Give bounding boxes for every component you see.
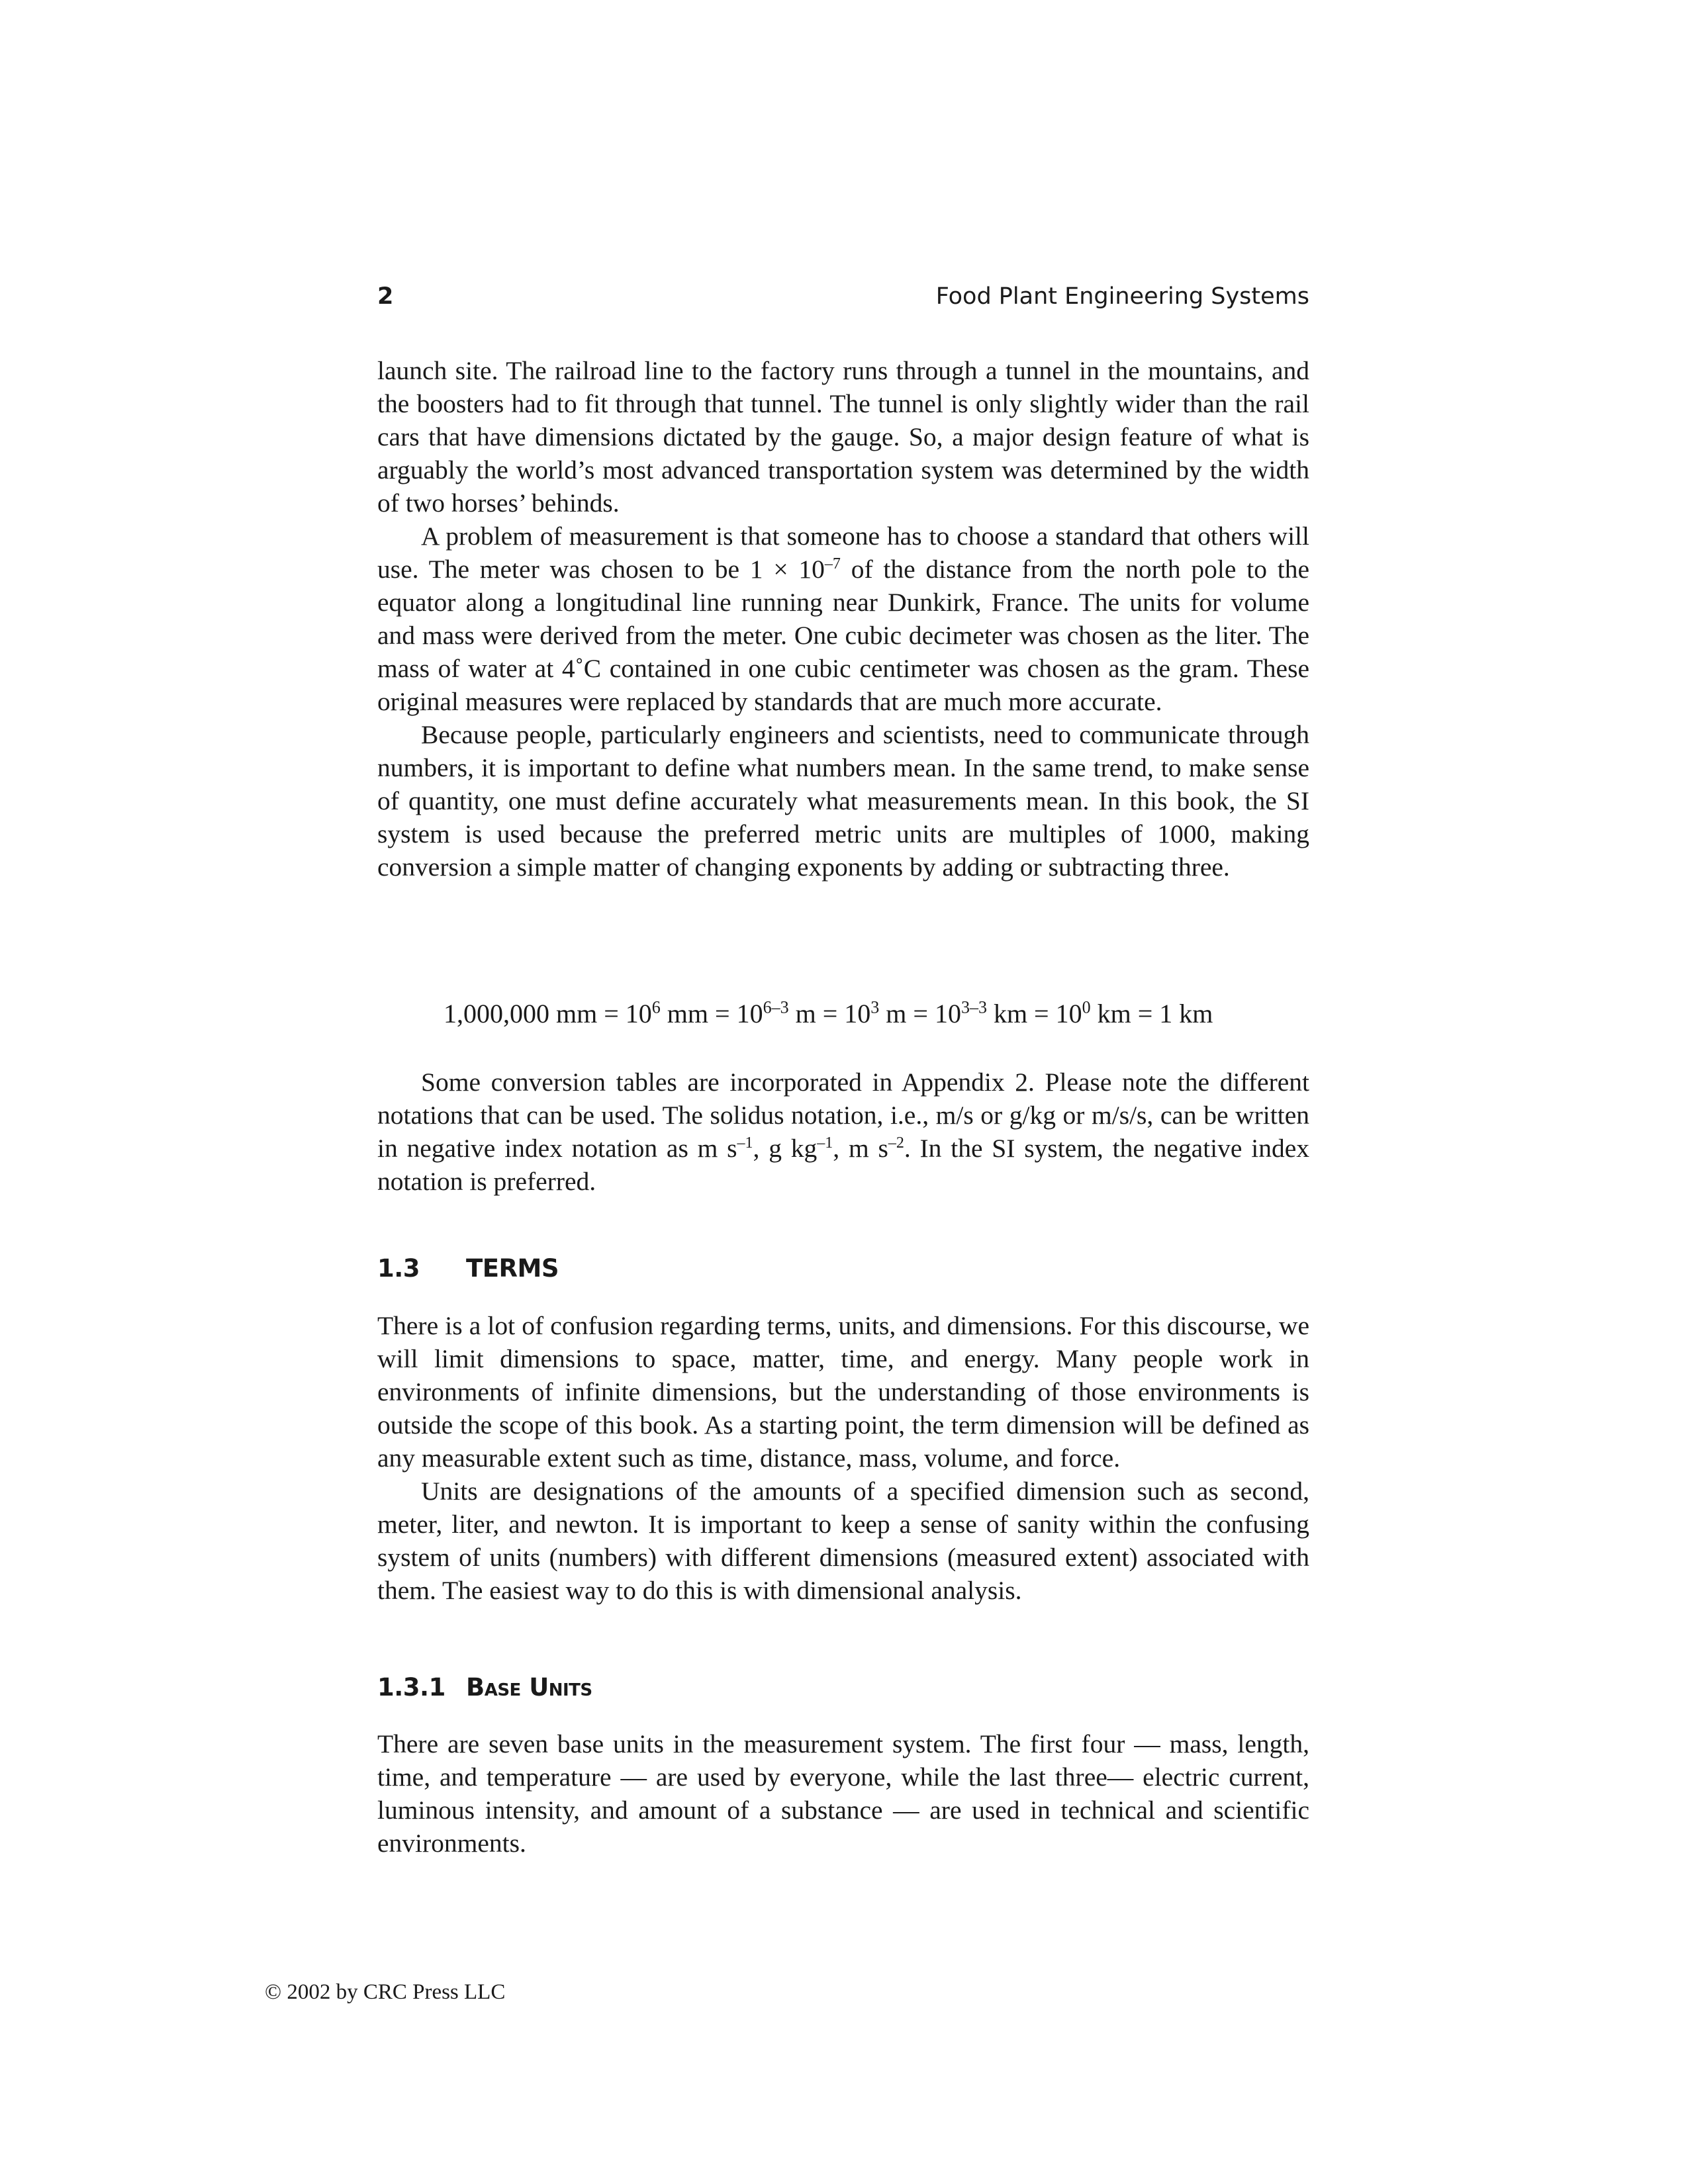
subsection-number: 1.3.1 bbox=[377, 1673, 445, 1702]
body-text-block-4 bbox=[377, 1727, 1309, 1860]
exponent: –7 bbox=[824, 555, 841, 572]
paragraph-base-units: There are seven base units in the measurement system. The first four — mass, length, time, and temperature — are used by everyone, while the last three— electric current, luminous intensity, and amount of a substance — are used in technical and scientific environments. bbox=[377, 1729, 1309, 1858]
paragraph-terms: There is a lot of confusion regarding terms, units, and dimensions. For this discourse, we will limit dimensions to space, matter, time, and energy. Many people work in environments of infinite dimensions, but the understanding of those environments is outside the scope of this book. As a starting point, the term dimension will be defined as any measurable extent such as time, distance, mass, volume, and force. bbox=[377, 1311, 1309, 1473]
body-text-block-1 bbox=[377, 354, 1309, 884]
running-title: Food Plant Engineering Systems bbox=[935, 283, 1309, 310]
subsection-title: Base Units bbox=[466, 1673, 592, 1702]
paragraph-continuation: launch site. The railroad line to the factory runs through a tunnel in the mountains, and the boosters had to fit through that tunnel. The tunnel is only slightly wider than the rail cars that have dimensions dictated by the gauge. So, a major design feature of what is arguably the world’s most advanced transportation system was determined by the width of two horses’ behinds. bbox=[377, 356, 1309, 518]
copyright-footer: © 2002 by CRC Press LLC bbox=[265, 1980, 506, 2004]
paragraph-units: Units are designations of the amounts of a specified dimension such as second, meter, liter, and newton. It is important to keep a sense of sanity within the confusing system of units (numbers) with different dimensions (measured extent) associated with them. The easiest way to do this is with dimensional analysis. bbox=[377, 1477, 1309, 1605]
conversion-equation: 1,000,000 mm = $10^6$ mm = $10^{6-3}$ $m = 10^3$ $m = 10^{3-3}$ km = $10^0$ km = 1 km bbox=[444, 997, 1213, 1028]
paragraph-conversion-tables: Some conversion tables are incorporated in Appendix 2. Please note the different notations that can be used. The solidus notation, i.e., m/s or g/kg or m/s/s, can be written in negative index notation as m $s^{-1}$, g $kg^{-1}$, m $s^{-2}$. In the SI system, the negative index notation is preferred. bbox=[377, 1068, 1309, 1196]
paragraph-si-system: Because people, particularly engineers and scientists, need to communicate through numbers, it is important to define what numbers mean. In the same trend, to make sense of quantity, one must define accurately what measurements mean. In this book, the SI system is used because the preferred metric units are multiples of 1000, making conversion a simple matter of changing exponents by adding or subtracting three. bbox=[377, 720, 1309, 882]
section-title: TERMS bbox=[466, 1254, 559, 1283]
subsection-heading-base-units bbox=[377, 1673, 592, 1702]
paragraph-measurement-standard: A problem of measurement is that someone has to choose a standard that others will use. The meter was chosen to be $1 \times 10^{-7}$ of the distance from the north pole to the equator along a longitudinal line running near Dunkirk, France. The units for volume and mass were derived from the meter. One cubic decimeter was chosen as the liter. The mass of water at 4˚C contained in one cubic centimeter was chosen as the gram. These original measures were replaced by standards that are much more accurate. bbox=[377, 522, 1309, 716]
body-text-block-2 bbox=[377, 1066, 1309, 1198]
body-text-block-3 bbox=[377, 1309, 1309, 1607]
section-number: 1.3 bbox=[377, 1254, 420, 1283]
section-heading-terms bbox=[377, 1254, 559, 1283]
page-number: 2 bbox=[377, 283, 394, 310]
